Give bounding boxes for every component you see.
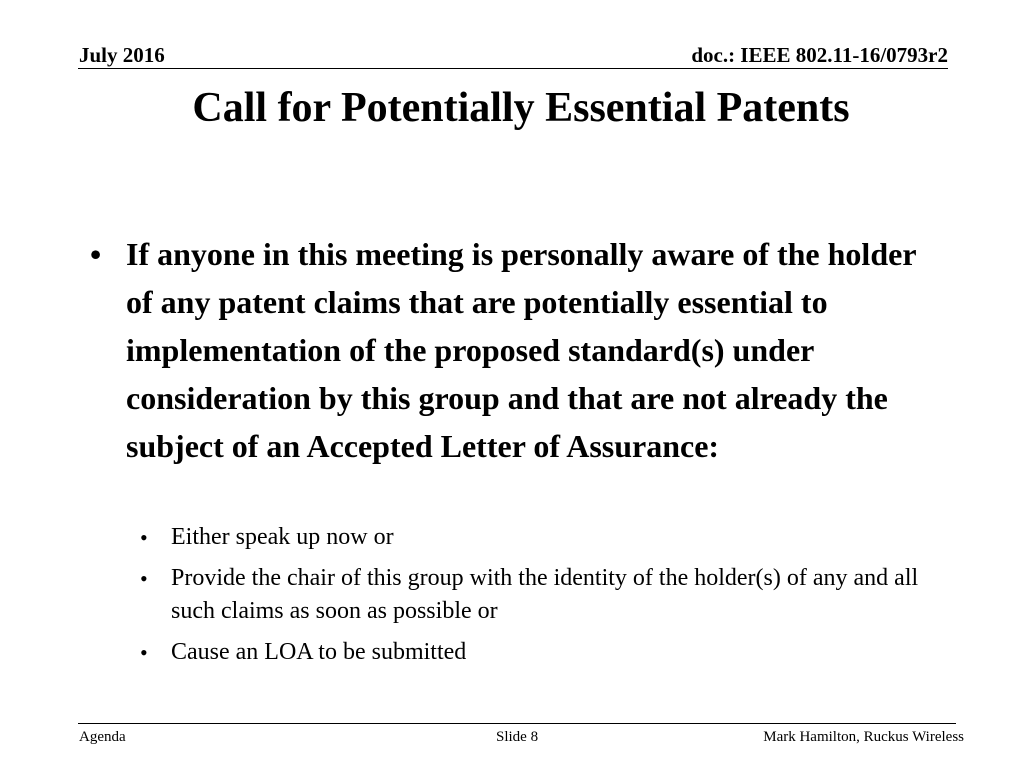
footer-divider [78, 723, 956, 724]
main-bullet [90, 230, 930, 470]
sub-bullet-item [140, 521, 940, 554]
sub-bullet-list [140, 521, 940, 677]
sub-bullet-text: Provide the chair of this group with the identity of the holder(s) of any and all such claims as soon as possible or [171, 565, 919, 624]
sub-bullet-item [140, 636, 940, 669]
bullet-dot-icon: • [140, 525, 148, 550]
bullet-dot-icon: • [140, 566, 148, 591]
header-date: July 2016 [79, 43, 165, 67]
sub-bullet-item [140, 562, 940, 628]
bullet-dot-icon: • [90, 236, 102, 272]
sub-bullet-text: Either speak up now or [171, 524, 394, 550]
header-doc-id: doc.: IEEE 802.11-16/0793r2 [691, 43, 948, 67]
main-bullet-text: If anyone in this meeting is personally aware of the holder of any patent claims that are potentially essential to implementation of the proposed standard(s) under consideration by this group and that are not already the subject of an Accepted Letter of Assurance: [126, 236, 916, 464]
footer-author: Mark Hamilton, Ruckus Wireless [763, 729, 964, 745]
header-divider [78, 68, 948, 69]
footer-left-text: Agenda [79, 729, 126, 745]
sub-bullet-text: Cause an LOA to be submitted [171, 639, 467, 665]
bullet-dot-icon: • [140, 640, 148, 665]
slide-title: Call for Potentially Essential Patents [192, 85, 850, 131]
slide-number: Slide 8 [496, 729, 539, 745]
